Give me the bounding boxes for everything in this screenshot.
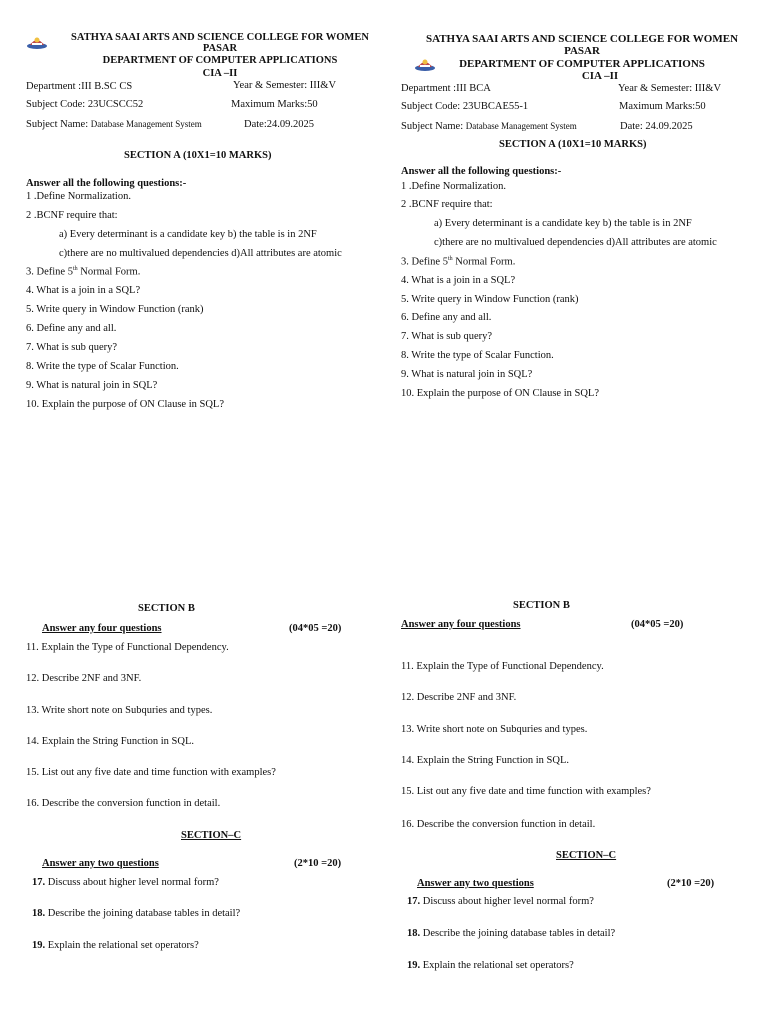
section-c-heading: SECTION–C — [181, 830, 242, 841]
section-a-instruction: Answer all the following questions:- — [401, 166, 562, 177]
question-7: 7. What is sub query? — [401, 331, 493, 342]
question-13: 13. Write short note on Subquries and types. — [401, 724, 588, 735]
college-place: PASAR — [564, 45, 600, 57]
question-1: 1 .Define Normalization. — [26, 191, 131, 202]
question-10: 10. Explain the purpose of ON Clause in SQL? — [26, 399, 225, 410]
section-c-instruction: Answer any two questions — [417, 878, 534, 889]
question-15: 15. List out any five date and time function with examples? — [401, 786, 651, 797]
section-a-heading: SECTION A (10X1=10 MARKS) — [499, 139, 647, 150]
section-b-heading: SECTION B — [513, 600, 570, 611]
question-3: 3. Define 5th Normal Form. — [26, 266, 141, 278]
question-14: 14. Explain the String Function in SQL. — [26, 736, 194, 747]
question-18: 18. Describe the joining database tables in detail? — [32, 908, 241, 919]
section-b-heading: SECTION B — [138, 603, 195, 614]
section-b-instruction: Answer any four questions — [401, 619, 521, 630]
question-2-options-cd: c)there are no multivalued dependencies d)All attributes are atomic — [59, 248, 342, 259]
question-5: 5. Write query in Window Function (rank) — [401, 294, 579, 305]
question-17: 17. Discuss about higher level normal form? — [32, 877, 219, 888]
question-9: 9. What is natural join in SQL? — [401, 369, 533, 380]
maximum-marks: Maximum Marks:50 — [619, 101, 706, 112]
question-12: 12. Describe 2NF and 3NF. — [26, 673, 142, 684]
question-4: 4. What is a join in a SQL? — [401, 275, 516, 286]
section-a-instruction: Answer all the following questions:- — [26, 178, 187, 189]
question-14: 14. Explain the String Function in SQL. — [401, 755, 569, 766]
exam-date: Date: 24.09.2025 — [620, 121, 693, 132]
question-19: 19. Explain the relational set operators? — [32, 940, 199, 951]
question-6: 6. Define any and all. — [26, 323, 117, 334]
department-title: DEPARTMENT OF COMPUTER APPLICATIONS — [102, 55, 338, 66]
subject-name: Subject Name: Database Management System — [26, 119, 202, 130]
question-16: 16. Describe the conversion function in detail. — [26, 798, 221, 809]
department-info: Department :III B.SC CS — [26, 81, 133, 92]
question-2: 2 .BCNF require that: — [26, 210, 118, 221]
question-16: 16. Describe the conversion function in detail. — [401, 819, 596, 830]
question-7: 7. What is sub query? — [26, 342, 118, 353]
question-18: 18. Describe the joining database tables in detail? — [407, 928, 616, 939]
section-c-heading: SECTION–C — [556, 850, 617, 861]
section-c-instruction: Answer any two questions — [42, 858, 159, 869]
question-8: 8. Write the type of Scalar Function. — [401, 350, 554, 361]
college-logo-icon — [26, 34, 48, 50]
section-b-marks: (04*05 =20) — [631, 619, 684, 630]
subject-code: Subject Code: 23UCSCC52 — [26, 99, 144, 110]
section-c-marks: (2*10 =20) — [667, 878, 715, 889]
question-12: 12. Describe 2NF and 3NF. — [401, 692, 517, 703]
department-info: Department :III BCA — [401, 83, 491, 94]
question-13: 13. Write short note on Subquries and types. — [26, 705, 213, 716]
section-a-heading: SECTION A (10X1=10 MARKS) — [124, 150, 272, 161]
question-8: 8. Write the type of Scalar Function. — [26, 361, 179, 372]
section-b-marks: (04*05 =20) — [289, 623, 342, 634]
section-c-marks: (2*10 =20) — [294, 858, 342, 869]
year-semester: Year & Semester: III&V — [233, 80, 337, 91]
question-4: 4. What is a join in a SQL? — [26, 285, 141, 296]
question-1: 1 .Define Normalization. — [401, 181, 506, 192]
question-15: 15. List out any five date and time function with examples? — [26, 767, 276, 778]
department-title: DEPARTMENT OF COMPUTER APPLICATIONS — [459, 58, 705, 70]
question-17: 17. Discuss about higher level normal form? — [407, 896, 594, 907]
question-2-options-ab: a) Every determinant is a candidate key b) the table is in 2NF — [434, 218, 692, 229]
section-b-instruction: Answer any four questions — [42, 623, 162, 634]
question-5: 5. Write query in Window Function (rank) — [26, 304, 204, 315]
question-2: 2 .BCNF require that: — [401, 199, 493, 210]
question-11: 11. Explain the Type of Functional Dependency. — [26, 642, 229, 653]
year-semester: Year & Semester: III&V — [618, 83, 722, 94]
subject-name: Subject Name: Database Management System — [401, 121, 577, 132]
exam-date: Date:24.09.2025 — [244, 119, 314, 130]
question-11: 11. Explain the Type of Functional Dependency. — [401, 661, 604, 672]
college-place: PASAR — [202, 43, 238, 54]
question-10: 10. Explain the purpose of ON Clause in SQL? — [401, 388, 600, 399]
question-19: 19. Explain the relational set operators? — [407, 960, 574, 971]
question-9: 9. What is natural join in SQL? — [26, 380, 158, 391]
question-6: 6. Define any and all. — [401, 312, 492, 323]
subject-code: Subject Code: 23UBCAE55-1 — [401, 101, 529, 112]
exam-name: CIA –II — [202, 68, 238, 79]
maximum-marks: Maximum Marks:50 — [231, 99, 318, 110]
question-2-options-ab: a) Every determinant is a candidate key b) the table is in 2NF — [59, 229, 317, 240]
college-name: SATHYA SAAI ARTS AND SCIENCE COLLEGE FOR WOMEN — [71, 32, 369, 43]
exam-name: CIA –II — [581, 70, 619, 82]
college-name: SATHYA SAAI ARTS AND SCIENCE COLLEGE FOR WOMEN — [425, 33, 739, 45]
question-3: 3. Define 5th Normal Form. — [401, 256, 516, 268]
question-2-options-cd: c)there are no multivalued dependencies d)All attributes are atomic — [434, 237, 717, 248]
